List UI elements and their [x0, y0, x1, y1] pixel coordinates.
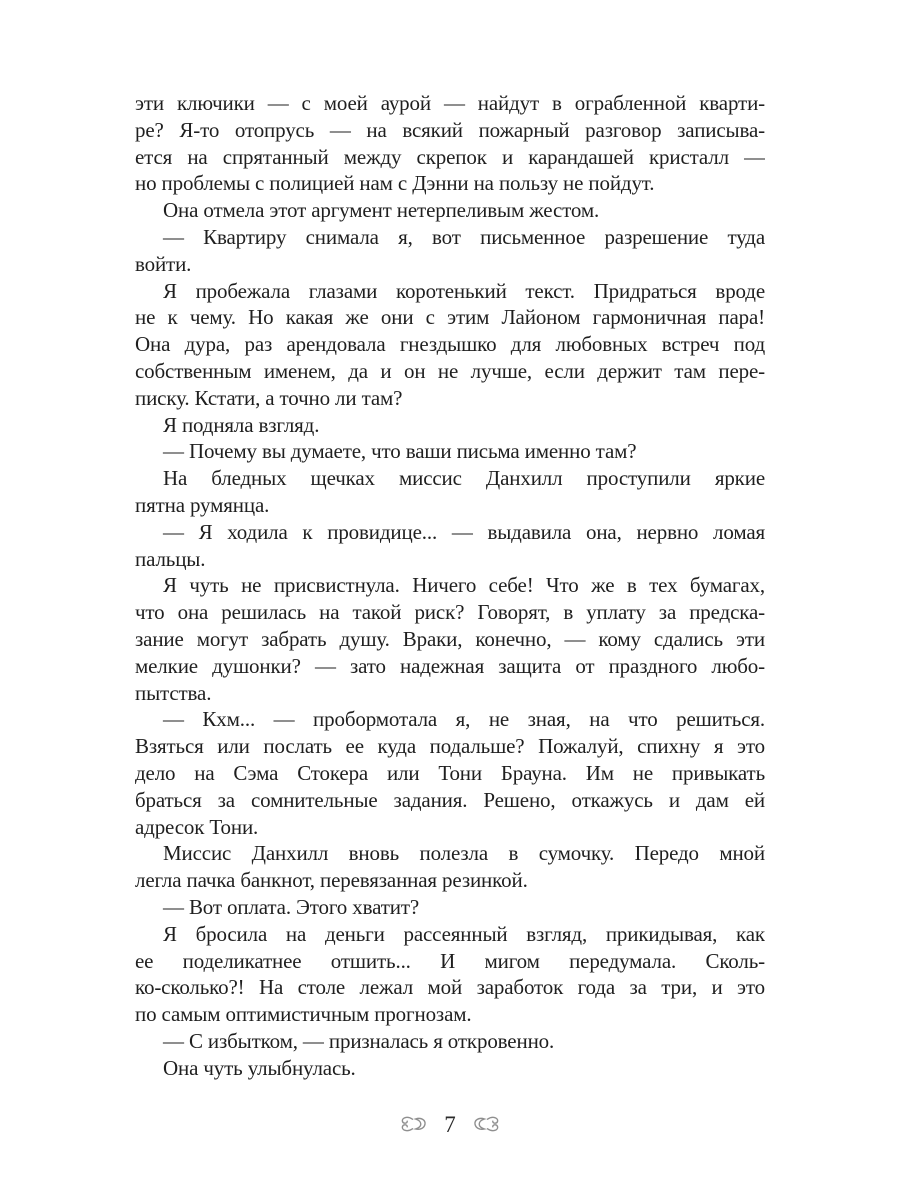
text-line: Миссис Данхилл вновь полезла в сумочку. Передо мной	[163, 841, 765, 866]
text-line: мелкие душонки? — зато надежная защита от праздного любо-	[135, 653, 765, 678]
text-line: писку. Кстати, а точно ли там?	[135, 385, 403, 410]
text-line: но проблемы с полицией нам с Дэнни на пользу не пойдут.	[135, 171, 655, 196]
text-line: — Кхм... — пробормотала я, не зная, на что решиться.	[163, 707, 765, 732]
text-line: войти.	[135, 251, 192, 276]
text-line: ре? Я-то отопрусь — на всякий пожарный разговор записыва-	[135, 117, 765, 142]
text-line: пальцы.	[135, 546, 206, 571]
page-number: 7	[444, 1111, 456, 1137]
text-line: — С избытком, — призналась я откровенно.	[163, 1028, 555, 1053]
text-line: пятна румянца.	[135, 492, 270, 517]
text-line: — Я ходила к провидице... — выдавила она, нервно ломая	[163, 519, 765, 544]
text-line: зание могут забрать душу. Враки, конечно, — кому сдались эти	[135, 626, 765, 651]
text-line: ко-сколько?! На столе лежал мой заработок года за три, и это	[135, 975, 765, 1000]
text-line: эти ключики — с моей аурой — найдут в ограбленной кварти-	[135, 91, 765, 115]
text-block	[135, 90, 765, 1081]
text-line: Взяться или послать ее куда подальше? Пожалуй, спихну я это	[135, 734, 765, 759]
text-line: — Почему вы думаете, что ваши письма именно там?	[163, 439, 637, 464]
text-line: Она дура, раз арендовала гнездышко для любовных встреч под	[135, 332, 765, 357]
text-line: ее поделикатнее отшить... И мигом передумала. Сколь-	[135, 948, 765, 973]
text-line: Я чуть не присвистнула. Ничего себе! Что же в тех бумагах,	[163, 573, 765, 598]
text-line: Я подняла взгляд.	[163, 412, 320, 437]
text-line: — Вот оплата. Этого хватит?	[163, 894, 420, 919]
text-line: На бледных щечках миссис Данхилл проступили яркие	[163, 466, 765, 491]
text-line: Она чуть улыбнулась.	[163, 1055, 356, 1080]
page-footer	[0, 1106, 900, 1142]
text-line: по самым оптимистичным прогнозам.	[135, 1002, 472, 1027]
text-line: легла пачка банкнот, перевязанная резинкой.	[135, 868, 528, 893]
text-line: Она отмела этот аргумент нетерпеливым жестом.	[163, 198, 600, 223]
text-line: не к чему. Но какая же они с этим Лайоном гармоничная пара!	[135, 305, 765, 330]
fleuron-right-icon	[473, 1116, 500, 1132]
fleuron-left-icon	[400, 1116, 427, 1132]
text-line: — Квартиру снимала я, вот письменное разрешение туда	[163, 224, 765, 249]
text-line: Я бросила на деньги рассеянный взгляд, прикидывая, как	[163, 921, 765, 946]
text-line: дело на Сэма Стокера или Тони Брауна. Им не привыкать	[135, 760, 765, 785]
text-line: Я пробежала глазами коротенький текст. Придраться вроде	[163, 278, 765, 303]
text-line: что она решилась на такой риск? Говорят, в уплату за предска-	[135, 600, 765, 625]
text-line: пытства.	[135, 680, 212, 705]
text-line: собственным именем, да и он не лучше, если держит там пере-	[135, 358, 765, 383]
text-line: адресок Тони.	[135, 814, 259, 839]
text-line: браться за сомнительные задания. Решено, откажусь и дам ей	[135, 787, 765, 812]
text-line: ется на спрятанный между скрепок и карандашей кристалл —	[135, 144, 765, 169]
